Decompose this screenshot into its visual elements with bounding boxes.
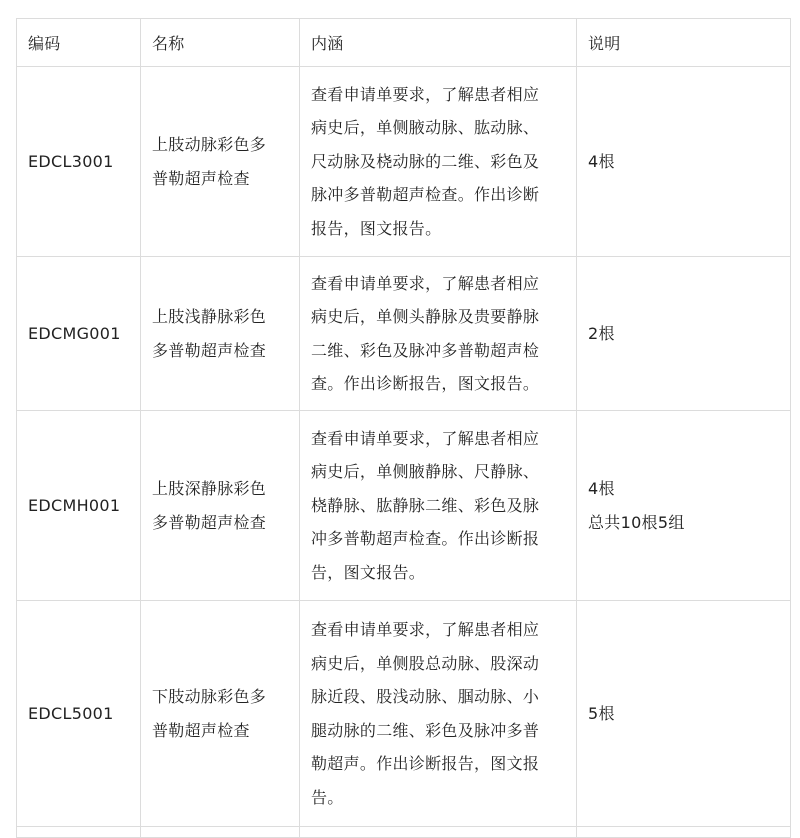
content-line: 冲多普勒超声检查。作出诊断报 [311, 529, 540, 549]
cell-note [577, 601, 791, 827]
content-line: 查。作出诊断报告，图文报告。 [311, 374, 540, 393]
name-line: 上肢浅静脉彩色 [152, 307, 267, 326]
note-line: 4根 [588, 151, 615, 171]
header-name: 名称 [141, 19, 300, 67]
note-line: 总共10根5组 [588, 512, 685, 532]
content-line: 脉近段、股浅动脉、腘动脉、小 [311, 687, 540, 706]
table-row-partial [17, 827, 791, 838]
note-line: 5根 [588, 703, 615, 723]
content-line: 查看申请单要求，了解患者相应 [311, 273, 540, 293]
content-line: 查看申请单要求，了解患者相应 [311, 428, 540, 448]
cell-empty [17, 827, 141, 838]
table-row [17, 601, 791, 827]
content-line: 脉冲多普勒超声检查。作出诊断 [311, 185, 540, 205]
content-line: 二维、彩色及脉冲多普勒超声检 [311, 340, 540, 360]
cell-content [300, 601, 577, 827]
note-line: 2根 [588, 323, 615, 343]
content-line: 报告，图文报告。 [311, 218, 442, 238]
content-line: 病史后，单侧股总动脉、股深动 [311, 653, 540, 673]
note-line: 4根 [588, 479, 615, 498]
cell-name [141, 257, 300, 411]
cell-name [141, 411, 300, 601]
name-line: 多普勒超声检查 [152, 512, 267, 532]
cell-name [141, 67, 300, 257]
cell-content [300, 67, 577, 257]
cell-code: EDCMG001 [17, 257, 141, 411]
content-line: 查看申请单要求，了解患者相应 [311, 620, 540, 639]
content-line: 病史后，单侧头静脉及贵要静脉 [311, 307, 540, 326]
content-line: 病史后，单侧腋动脉、肱动脉、 [311, 118, 540, 138]
cell-name [141, 601, 300, 827]
cell-empty [300, 827, 577, 838]
table-row [17, 257, 791, 411]
header-row [17, 19, 791, 67]
content-line: 尺动脉及桡动脉的二维、彩色及 [311, 151, 540, 171]
content-line: 桡静脉、肱静脉二维、彩色及脉 [311, 495, 540, 515]
cell-code: EDCL3001 [17, 67, 141, 257]
header-code: 编码 [17, 19, 141, 67]
procedure-table [16, 18, 791, 838]
cell-content [300, 411, 577, 601]
name-line: 多普勒超声检查 [152, 340, 267, 360]
name-line: 下肢动脉彩色多 [152, 687, 267, 706]
content-line: 告，图文报告。 [311, 562, 426, 582]
header-note: 说明 [577, 19, 791, 67]
content-line: 查看申请单要求，了解患者相应 [311, 84, 540, 104]
header-content: 内涵 [300, 19, 577, 67]
cell-empty [577, 827, 791, 838]
content-line: 勒超声。作出诊断报告，图文报 [311, 754, 540, 773]
table-row [17, 67, 791, 257]
cell-code: EDCMH001 [17, 411, 141, 601]
cell-note [577, 67, 791, 257]
content-line: 告。 [311, 787, 344, 807]
name-line: 上肢深静脉彩色 [152, 479, 267, 498]
cell-note [577, 411, 791, 601]
cell-code: EDCL5001 [17, 601, 141, 827]
cell-empty [141, 827, 300, 838]
content-line: 病史后，单侧腋静脉、尺静脉、 [311, 462, 540, 482]
name-line: 普勒超声检查 [152, 720, 250, 740]
name-line: 普勒超声检查 [152, 168, 250, 188]
content-line: 腿动脉的二维、彩色及脉冲多普 [311, 720, 540, 740]
table-row [17, 411, 791, 601]
cell-content [300, 257, 577, 411]
name-line: 上肢动脉彩色多 [152, 135, 267, 154]
cell-note [577, 257, 791, 411]
